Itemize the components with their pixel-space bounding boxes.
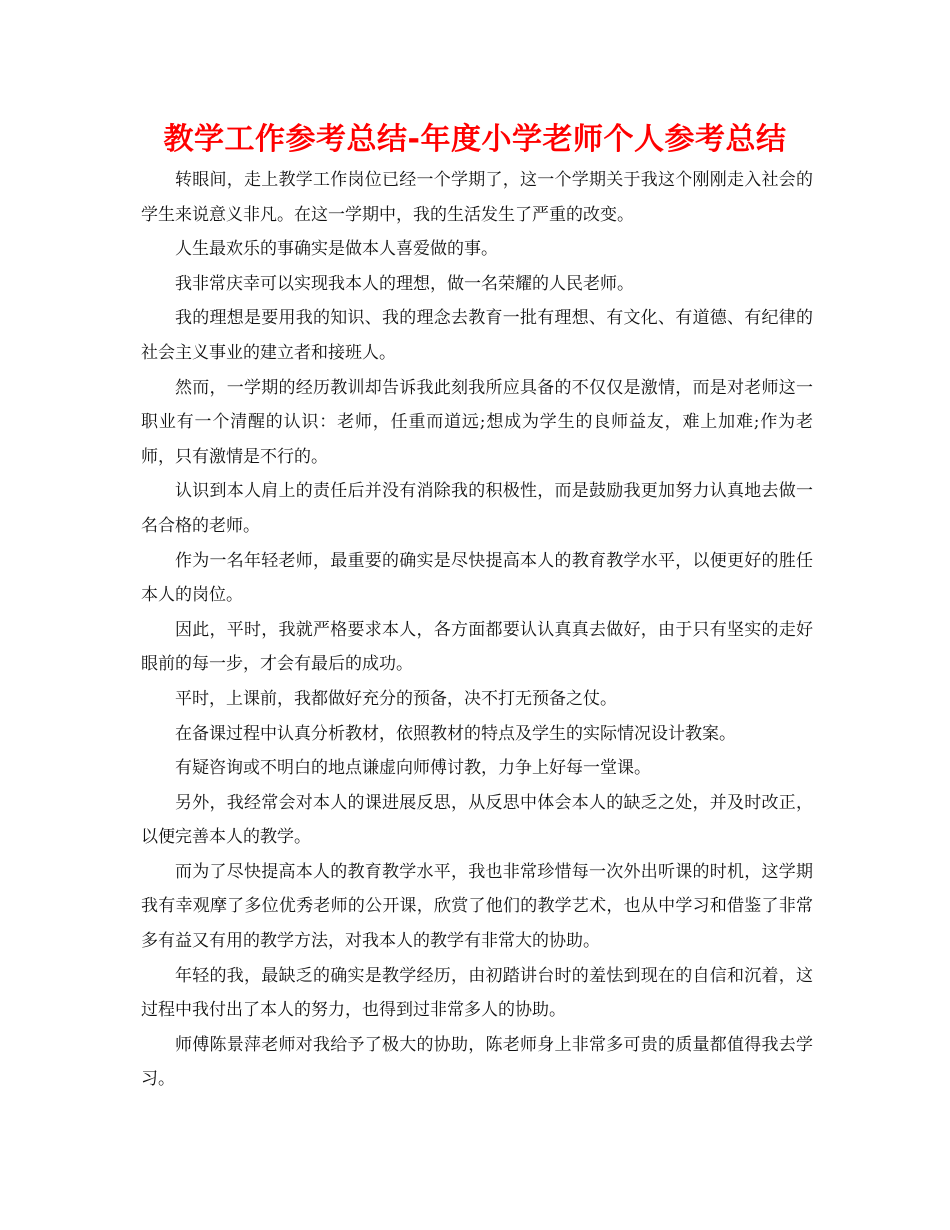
paragraph: 转眼间，走上教学工作岗位已经一个学期了，这一个学期关于我这个刚刚走入社会的学生来说意义非凡。在这一学期中，我的生活发生了严重的改变。 [141,170,813,225]
paragraph: 在备课过程中认真分析教材，依照教材的特点及学生的实际情况设计教案。 [175,723,736,744]
paragraph: 作为一名年轻老师，最重要的确实是尽快提高本人的教育教学水平，以便更好的胜任本人的岗位。 [141,550,813,606]
paragraph: 因此，平时，我就严格要求本人，各方面都要认认真真去做好，由于只有坚实的走好眼前的每一步，才会有最后的成功。 [141,619,813,675]
paragraph: 我的理想是要用我的知识、我的理念去教育一批有理想、有文化、有道德、有纪律的社会主义事业的建立者和接班人。 [141,308,813,363]
document-title: 教学工作参考总结-年度小学老师个人参考总结 [163,122,787,157]
paragraph: 师傅陈景萍老师对我给予了极大的协助，陈老师身上非常多可贵的质量都值得我去学习。 [141,1034,813,1090]
paragraph: 认识到本人肩上的责任后并没有消除我的积极性，而是鼓励我更加努力认真地去做一名合格的老师。 [141,481,813,536]
paragraph: 而为了尽快提高本人的教育教学水平，我也非常珍惜每一次外出听课的时机，这学期我有幸观摩了多位优秀老师的公开课，欣赏了他们的教学艺术，也从中学习和借鉴了非常多有益又有用的教学方法，对我本人的教学有非常大的协助。 [141,861,813,952]
document-body [141,163,813,1097]
paragraph: 有疑咨询或不明白的地点谦虚向师傅讨教，力争上好每一堂课。 [175,758,651,779]
paragraph: 平时，上课前，我都做好充分的预备，决不打无预备之仗。 [175,688,617,709]
paragraph: 年轻的我，最缺乏的确实是教学经历，由初踏讲台时的羞怯到现在的自信和沉着，这过程中我付出了本人的努力，也得到过非常多人的协助。 [141,965,813,1021]
paragraph: 我非常庆幸可以实现我本人的理想，做一名荣耀的人民老师。 [175,273,634,294]
paragraph: 人生最欢乐的事确实是做本人喜爱做的事。 [175,239,498,260]
paragraph: 然而，一学期的经历教训却告诉我此刻我所应具备的不仅仅是激情，而是对老师这一职业有一个清醒的认识：老师，任重而道远;想成为学生的良师益友，难上加难;作为老师，只有激情是不行的。 [141,377,813,467]
paragraph: 另外，我经常会对本人的课进展反思，从反思中体会本人的缺乏之处，并及时改正，以便完善本人的教学。 [141,792,813,848]
